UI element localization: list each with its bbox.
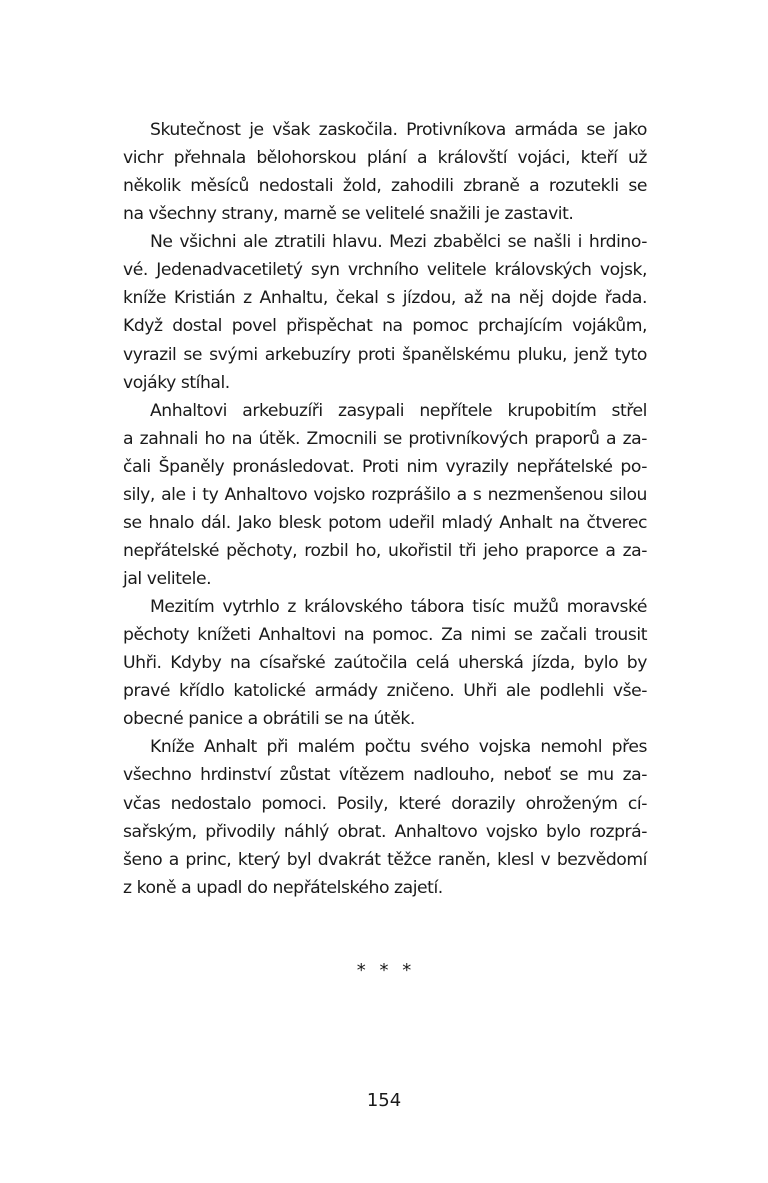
text-line: pravé křídlo katolické armády zničeno. Uhři ale podlehli vše- xyxy=(123,681,647,702)
paragraph xyxy=(123,228,647,396)
text-line: obecné panice a obrátili se na útěk. xyxy=(123,709,415,730)
text-line: Skutečnost je však zaskočila. Protivníkova armáda se jako xyxy=(150,120,647,140)
text-line: vyrazil se svými arkebuzíry proti španělskému pluku, jenž tyto xyxy=(123,344,647,365)
text-line: vichr přehnala bělohorskou plání a královští vojáci, kteří už xyxy=(123,148,647,169)
text-line: se hnalo dál. Jako blesk potom udeřil mladý Anhalt na čtverec xyxy=(123,512,647,533)
text-line: Anhaltovi arkebuzíři zasypali nepřítele krupobitím střel xyxy=(150,400,647,421)
paragraph xyxy=(123,733,647,901)
text-line: a zahnali ho na útěk. Zmocnili se protivníkových praporů a za- xyxy=(123,428,647,449)
text-line: z koně a upadl do nepřátelského zajetí. xyxy=(123,877,443,898)
text-line: nepřátelské pěchoty, rozbil ho, ukořistil tři jeho praporce a za- xyxy=(123,540,647,561)
text-line: čali Španěly pronásledovat. Proti nim vyrazily nepřátelské po- xyxy=(123,456,647,477)
text-line: vé. Jedenadvacetiletý syn vrchního velitele královských vojsk, xyxy=(123,260,647,281)
paragraph xyxy=(123,397,647,593)
text-line: Ne všichni ale ztratili hlavu. Mezi zbabělci se našli i hrdino- xyxy=(150,232,647,253)
text-line: pěchoty knížeti Anhaltovi na pomoc. Za nimi se začali trousit xyxy=(123,625,647,646)
text-line: sařským, přivodily náhlý obrat. Anhaltovo vojsko bylo rozprá- xyxy=(123,821,647,842)
text-line: sily, ale i ty Anhaltovo vojsko rozprášilo a s nezmenšenou silou xyxy=(123,484,647,505)
text-line: jal velitele. xyxy=(123,569,212,589)
body-text xyxy=(123,116,647,902)
text-line: Když dostal povel přispěchat na pomoc prchajícím vojákům, xyxy=(123,316,647,337)
text-line: několik měsíců nedostali žold, zahodili zbraně a rozutekli se xyxy=(123,176,647,197)
text-line: Kníže Anhalt při malém počtu svého vojska nemohl přes xyxy=(150,737,647,758)
text-line: Mezitím vytrhlo z královského tábora tisíc mužů moravské xyxy=(150,597,647,618)
page-number: 154 xyxy=(366,1090,402,1111)
text-line: kníže Kristián z Anhaltu, čekal s jízdou, až na něj dojde řada. xyxy=(123,288,647,309)
text-line: šeno a princ, který byl dvakrát těžce raněn, klesl v bezvědomí xyxy=(123,849,647,870)
text-line: včas nedostalo pomoci. Posily, které dorazily ohroženým cí- xyxy=(123,793,647,814)
text-line: Uhři. Kdyby na císařské zaútočila celá uherská jízda, bylo by xyxy=(123,653,647,674)
section-break: * * * xyxy=(356,960,412,981)
paragraph xyxy=(123,116,647,228)
text-line: všechno hrdinství zůstat vítězem nadlouho, neboť se mu za- xyxy=(123,765,647,786)
text-line: vojáky stíhal. xyxy=(123,372,230,393)
paragraph xyxy=(123,593,647,733)
text-line: na všechny strany, marně se velitelé snažili je zastavit. xyxy=(123,204,574,225)
